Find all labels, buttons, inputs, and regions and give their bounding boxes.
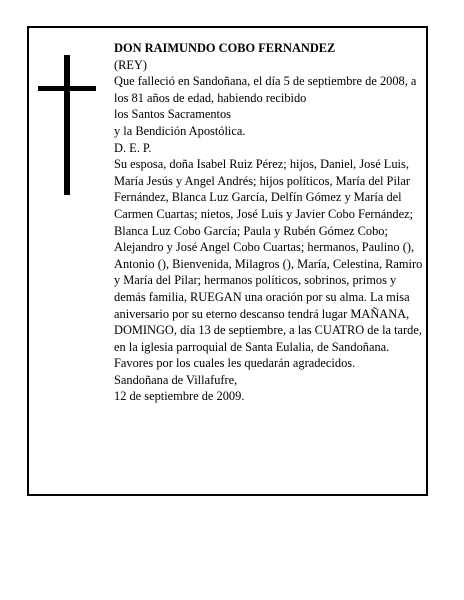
cross-icon [64, 55, 70, 195]
sacraments-line-2: y la Bendición Apostólica. [114, 123, 246, 138]
date-line: 12 de septiembre de 2009. [114, 389, 245, 404]
cross-icon-bar [38, 86, 96, 91]
family-paragraph: Su esposa, doña Isabel Ruiz Pérez; hijos, Daniel, José Luis, María Jesús y Angel Andrés; hijos políticos, María del Pilar Fernández, Blanca Luz García, Delfín Gómez y María del Carmen Cuartas; nietos, José Luis y Javier Cobo Fernández; Blanca Luz Cobo García; Paula y Rubén Gómez Cobo; Alejandro y José Angel Cobo Cuartas; hermanos, Paulino (), Antonio (), Bienvenida, Milagros (), María, Celestina, Ramiro y María del Pilar; hermanos políticos, sobrinos, primos y demás familia, RUEGAN una oración por su alma. La misa aniversario por su eterno descanso tendrá lugar MAÑANA, DOMINGO, día 13 de septiembre, a las CUATRO de la tarde, en la iglesia parroquial de Santa Eulalia, de Sandoñana. Favores por los cuales les quedarán agradecidos. [114, 157, 423, 371]
place-line: Sandoñana de Villafufre, [114, 372, 238, 387]
death-details: Que falleció en Sandoñana, el día 5 de septiembre de 2008, a los 81 años de edad, habiendo recibido [114, 74, 417, 105]
sacraments-line-1: los Santos Sacramentos [114, 107, 232, 122]
deceased-alias: (REY) [114, 57, 148, 72]
rip-line: D. E. P. [114, 140, 152, 155]
deceased-name: DON RAIMUNDO COBO FERNANDEZ [114, 41, 336, 55]
notice-text [114, 40, 424, 405]
